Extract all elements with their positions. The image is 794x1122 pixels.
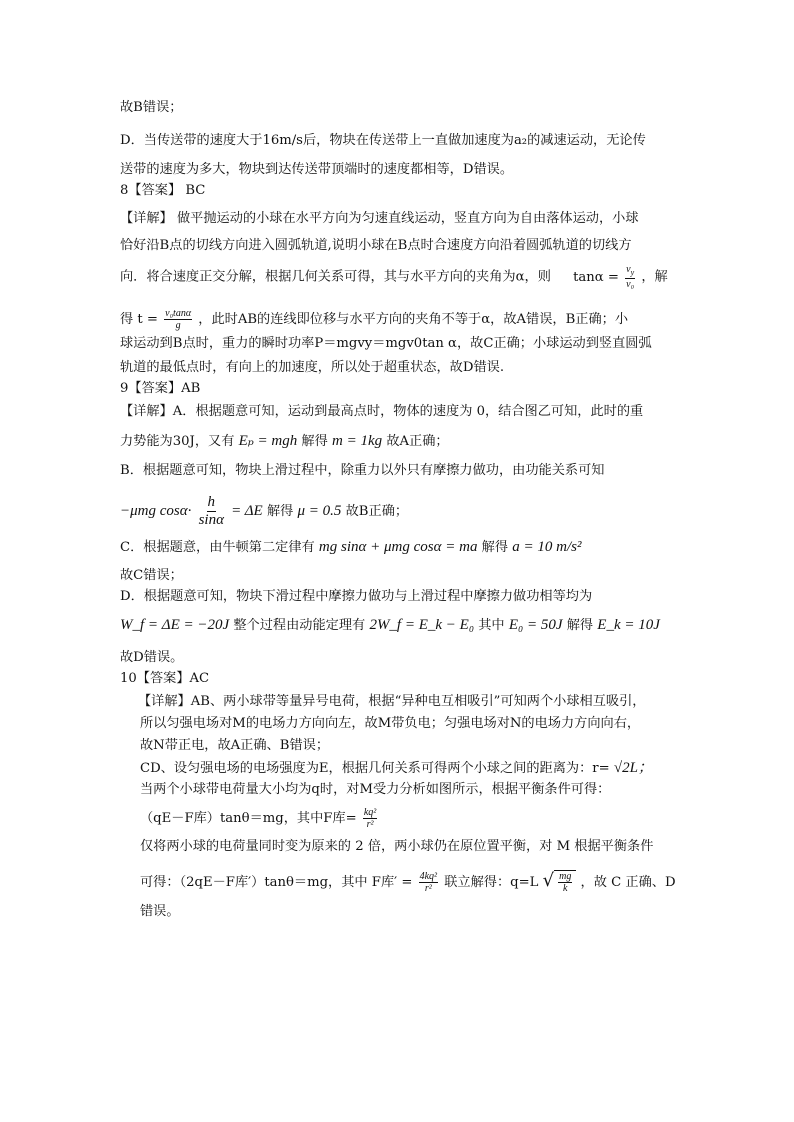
text-line: 恰好沿B点的切线方向进入圆弧轨道,说明小球在B点时合速度方向沿着圆弧轨道的切线方 — [120, 238, 632, 253]
text-segment: CD、设匀强电场的电场强度为E，根据几何关系可得两个小球之间的距离为：r= — [140, 761, 610, 776]
formula-text: W_f = ΔE = −20J — [120, 617, 230, 633]
fraction-denominator: g — [175, 320, 181, 331]
formula-sub: y — [630, 268, 635, 277]
formula-text: m = 1kg — [332, 433, 383, 449]
text-line: 当两个小球带电荷量大小均为q时，对M受力分析如图所示，根据平衡条件可得： — [140, 782, 611, 797]
fraction-numerator: h — [207, 494, 215, 510]
text-segment: C．根据题意，由牛顿第二定律有 — [120, 540, 315, 555]
text-segment: 向．将合速度正交分解，根据几何关系可得，其与水平方向的夹角为α，则 — [120, 269, 551, 285]
text-line: B．根据题意可知，物块上滑过程中，除重力以外只有摩擦力做功，由功能关系可知 — [120, 463, 605, 478]
sqrt-body — [554, 870, 576, 894]
text-segment: 解得 — [566, 618, 594, 633]
text-segment: ，解 — [641, 269, 668, 285]
formula-text: E₀ = 50J — [508, 617, 563, 633]
formula-text: tanα = — [573, 269, 619, 285]
formula-text: μ = 0.5 — [297, 503, 342, 519]
formula-text: = ΔE — [231, 503, 263, 519]
text-segment: ，此时AB的连线即位移与水平方向的夹角不等于α，故A错误，B正确；小 — [198, 312, 629, 327]
formula-text: mg sinα + μmg cosα = ma — [318, 539, 478, 555]
fraction — [164, 308, 192, 331]
fraction-numerator: v₀tanα — [165, 308, 192, 319]
text-line: D．当传送带的速度大于16m/s后，物块在传送带上一直做加速度为a₂的减速运动，无论传 — [120, 133, 646, 148]
sqrt-sign: √ — [542, 870, 555, 891]
formula-text: a = 10 m/s² — [512, 539, 582, 555]
text-segment: 解得 — [266, 504, 294, 519]
formula-text: E_k = 10J — [597, 617, 660, 633]
text-line: 球运动到B点时，重力的瞬时功率P＝mgvy＝mgv0tan α，故C正确；小球运动到竖直圆弧 — [120, 336, 652, 351]
text-segment: ，故 C 正确、D — [580, 875, 676, 890]
text-line: 仅将两小球的电荷量同时变为原来的 2 倍，两小球仍在原位置平衡，对 M 根据平衡条件 — [140, 839, 654, 854]
fraction-numerator: kq² — [363, 807, 377, 818]
fraction — [558, 871, 572, 894]
text-segment: 解得 — [301, 434, 328, 449]
text-line: 送带的速度为多大，物块到达传送带顶端时的速度都相等，D错误。 — [120, 162, 514, 177]
text-line-with-formula — [120, 431, 449, 452]
text-line-with-formula — [120, 264, 668, 290]
text-segment: 其中 — [478, 618, 505, 633]
formula-text: −μmg cosα· — [120, 503, 192, 519]
text-line: 所以匀强电场对M的电场力方向向左，故M带负电；匀强电场对N的电场力方向向右， — [140, 716, 641, 731]
fraction-denominator: r² — [424, 883, 432, 894]
fraction-numerator — [625, 264, 635, 279]
text-line: 错误。 — [140, 904, 180, 919]
fraction — [419, 871, 438, 894]
text-line: 故B错误； — [120, 100, 183, 115]
answer-heading: 10【答案】AC — [120, 671, 210, 686]
formula-text: v — [626, 264, 631, 275]
text-line-with-formula — [120, 494, 408, 529]
text-line-with-formula — [120, 615, 660, 636]
answer-heading: 9【答案】AB — [120, 381, 201, 396]
fraction-denominator: sinα — [198, 512, 224, 528]
text-segment: 故B正确； — [345, 504, 409, 519]
text-segment: 可得：（2qE－F库′）tanθ＝mg，其中 F库′ = — [140, 875, 413, 890]
fraction-numerator: mg — [559, 871, 572, 882]
formula-text: √2L； — [613, 760, 653, 776]
fraction-denominator: k — [562, 883, 568, 894]
text-line: D．根据题意可知，物块下滑过程中摩擦力做功与上滑过程中摩擦力做功相等均为 — [120, 589, 593, 604]
text-line: 轨道的最低点时，有向上的加速度，所以处于超重状态，故D错误. — [120, 360, 505, 375]
text-line: 【详解】A．根据题意可知，运动到最高点时，物体的速度为 0，结合图乙可知，此时的重 — [120, 404, 644, 419]
text-line: 故C错误； — [120, 568, 183, 583]
answer-heading: 8【答案】 BC — [120, 183, 206, 198]
fraction — [198, 494, 225, 529]
text-segment: 故A正确； — [386, 434, 449, 449]
text-line-with-formula — [140, 758, 653, 779]
fraction — [625, 264, 635, 290]
text-line-with-formula — [120, 537, 581, 558]
text-segment: 解得 — [481, 540, 509, 555]
fraction-denominator: r² — [366, 819, 374, 830]
text-segment: 得 t = — [120, 312, 158, 327]
fraction-denominator: v₀ — [626, 279, 635, 290]
text-segment: 力势能为30J，又有 — [120, 434, 235, 449]
formula-text: 2W_f = E_k − E₀ — [369, 617, 475, 633]
text-line: 【详解】AB、两小球带等量异号电荷，根据“异种电互相吸引”可知两个小球相互吸引， — [138, 694, 646, 709]
text-line-with-formula — [140, 807, 379, 830]
text-line-with-formula — [140, 870, 676, 894]
fraction-numerator: 4kq² — [419, 871, 438, 882]
text-line-with-formula — [120, 308, 628, 331]
text-line: 故D错误。 — [120, 650, 184, 665]
text-segment: 整个过程由动能定理有 — [233, 618, 366, 633]
text-segment: （qE－F库）tanθ＝mg，其中F库= — [140, 811, 357, 826]
text-line: 故N带正电，故A正确、B错误； — [140, 738, 330, 753]
text-line: 【详解】 做平抛运动的小球在水平方向为匀速直线运动，竖直方向为自由落体运动，小球 — [120, 211, 639, 226]
text-segment: 联立解得：q=L — [444, 875, 539, 890]
fraction — [363, 807, 377, 830]
formula-text: Eₚ = mgh — [238, 433, 298, 449]
